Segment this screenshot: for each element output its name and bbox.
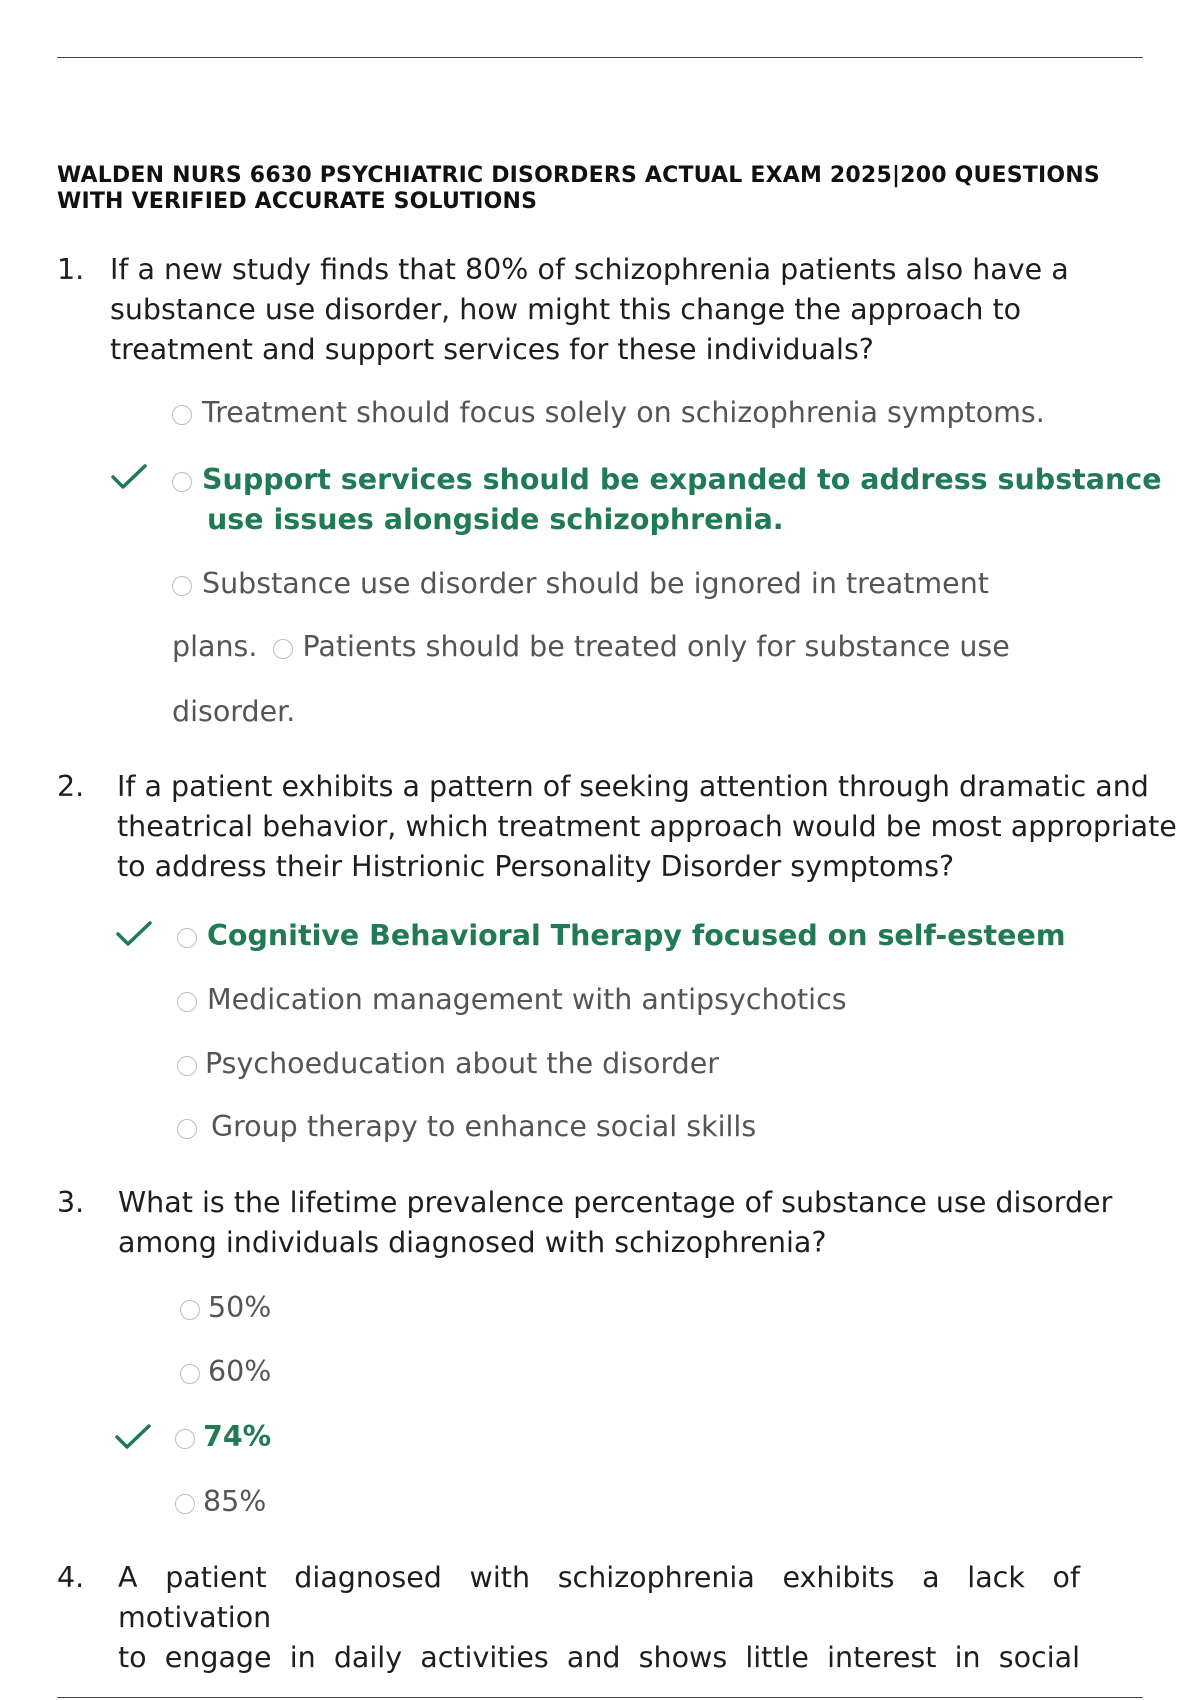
answer-option-correct[interactable] (172, 460, 1162, 500)
question-text (117, 767, 1177, 887)
question-line: to engage in daily activities and shows little interest in social (118, 1641, 1080, 1674)
radio-circle-icon[interactable] (177, 928, 197, 948)
question-number: 1. (57, 253, 85, 286)
option-label: Cognitive Behavioral Therapy focused on self-esteem (207, 919, 1066, 952)
radio-circle-icon[interactable] (175, 1429, 195, 1449)
option-label-continued: use issues alongside schizophrenia. (207, 503, 784, 536)
question-number: 3. (57, 1186, 85, 1219)
option-label[interactable]: Patients should be treated only for substance use (302, 630, 1010, 663)
question-line: treatment and support services for these individuals? (110, 333, 874, 366)
radio-circle-icon[interactable] (180, 1300, 200, 1320)
option-label: Group therapy to enhance social skills (211, 1110, 757, 1143)
checkmark-icon (115, 919, 153, 949)
radio-circle-icon[interactable] (177, 1056, 197, 1076)
option-label: Treatment should focus solely on schizophrenia symptoms. (202, 396, 1045, 429)
question-number: 2. (57, 770, 85, 803)
question-text (118, 1558, 1080, 1678)
radio-circle-icon[interactable] (180, 1364, 200, 1384)
top-rule (57, 57, 1143, 58)
question-line: A patient diagnosed with schizophrenia exhibits a lack of motivation (118, 1561, 1080, 1634)
radio-circle-icon[interactable] (172, 405, 192, 425)
bottom-rule (57, 1697, 1143, 1698)
answer-option[interactable] (172, 393, 1045, 433)
radio-circle-icon[interactable] (273, 639, 293, 659)
checkmark-icon (110, 462, 148, 492)
option-label: 74% (203, 1420, 272, 1453)
answer-option[interactable] (180, 1288, 271, 1328)
option-label: Substance use disorder should be ignored in treatment (202, 567, 989, 600)
option-label-continued: plans. (172, 630, 258, 663)
option-label: 60% (208, 1355, 272, 1388)
checkmark-icon (114, 1422, 152, 1452)
answer-option[interactable] (177, 1107, 756, 1147)
radio-circle-icon[interactable] (172, 576, 192, 596)
question-line: to address their Histrionic Personality Disorder symptoms? (117, 850, 955, 883)
radio-circle-icon[interactable] (177, 1119, 197, 1139)
radio-circle-icon[interactable] (175, 1494, 195, 1514)
option-label: 50% (208, 1291, 272, 1324)
question-line: If a patient exhibits a pattern of seeking attention through dramatic and (117, 770, 1149, 803)
question-line: among individuals diagnosed with schizophrenia? (118, 1226, 827, 1259)
option-label-continued: disorder. (172, 695, 296, 728)
question-line: theatrical behavior, which treatment approach would be most appropriate (117, 810, 1177, 843)
question-line: substance use disorder, how might this change the approach to (110, 293, 1022, 326)
answer-option[interactable] (177, 1044, 719, 1084)
option-label: Support services should be expanded to address substance (202, 463, 1162, 496)
radio-circle-icon[interactable] (177, 992, 197, 1012)
title-line-2: WITH VERIFIED ACCURATE SOLUTIONS (57, 189, 538, 214)
question-number: 4. (57, 1561, 85, 1594)
radio-circle-icon[interactable] (172, 472, 192, 492)
answer-option[interactable] (177, 980, 847, 1020)
option-label: Psychoeducation about the disorder (205, 1047, 720, 1080)
title-line-1: WALDEN NURS 6630 PSYCHIATRIC DISORDERS ACTUAL EXAM 2025|200 QUESTIONS (57, 163, 1100, 188)
question-line: What is the lifetime prevalence percentage of substance use disorder (118, 1186, 1113, 1219)
option-label: 85% (203, 1485, 267, 1518)
answer-option[interactable] (180, 1352, 271, 1392)
question-text (118, 1183, 1138, 1263)
option-label: Medication management with antipsychotics (207, 983, 847, 1016)
answer-option-correct[interactable] (177, 916, 1066, 956)
answer-option-correct[interactable] (175, 1417, 271, 1457)
option-line-row (172, 627, 1010, 667)
answer-option[interactable] (175, 1482, 266, 1522)
question-line: If a new study finds that 80% of schizophrenia patients also have a (110, 253, 1069, 286)
question-text (110, 250, 1130, 370)
document-title (57, 163, 1147, 215)
answer-option[interactable] (172, 564, 989, 604)
